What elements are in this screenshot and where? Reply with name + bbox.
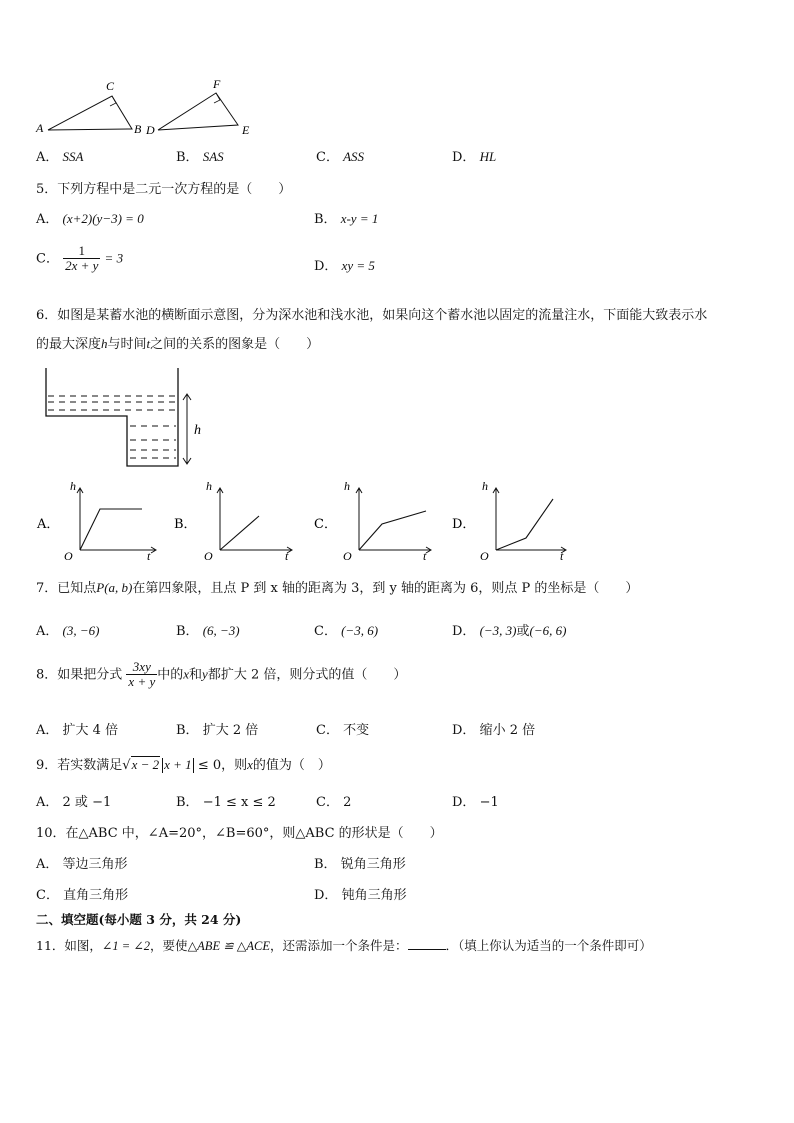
congruence-statement: △ABE ≌ △ACE xyxy=(187,939,271,953)
option-letter: B． xyxy=(176,150,199,165)
depth-label-h: h xyxy=(194,423,201,438)
q10-option-c[interactable] xyxy=(36,884,128,903)
text-part: 之间的关系的图象是（ ） xyxy=(150,337,320,352)
option-letter: D． xyxy=(452,150,476,165)
option-letter: D． xyxy=(314,259,338,274)
option-text: SSA xyxy=(62,149,84,164)
rhs: = 3 xyxy=(104,250,124,266)
option-letter: C． xyxy=(314,517,337,532)
graph-d[interactable] xyxy=(452,479,566,562)
text-part: 都扩大 2 倍，则分式的值（ ） xyxy=(207,667,407,683)
text-part: ，要使 xyxy=(150,938,188,953)
text-part: ．（填上你认为适当的一个条件即可） xyxy=(445,938,652,953)
axis-label-t: t xyxy=(423,549,427,562)
text-part: 与时间 xyxy=(107,337,147,352)
graph-c[interactable] xyxy=(314,479,431,562)
option-letter: A． xyxy=(37,517,60,532)
option-letter: D． xyxy=(452,624,476,639)
q9-option-a[interactable] xyxy=(36,791,111,810)
abs-expression xyxy=(162,758,194,773)
text-part: 7．已知点 xyxy=(36,581,97,596)
option-text: 钝角三角形 xyxy=(341,888,407,903)
option-text: (3, −6) xyxy=(62,623,100,638)
axis-label-t: t xyxy=(147,549,151,562)
fraction xyxy=(126,660,157,690)
option-letter: A． xyxy=(36,857,59,872)
option-text: (−3, 6) xyxy=(341,623,379,638)
q5-option-b[interactable] xyxy=(314,208,378,227)
axis-label-h: h xyxy=(344,479,350,493)
option-text: 扩大 2 倍 xyxy=(202,723,259,738)
numerator: 1 xyxy=(63,244,100,259)
abs-inner: x + 1 xyxy=(164,757,192,772)
option-letter: D． xyxy=(452,517,476,532)
option-letter: B． xyxy=(176,795,199,810)
var-x: x xyxy=(183,666,190,682)
option-text: 锐角三角形 xyxy=(340,857,406,872)
connector: 或 xyxy=(516,624,530,639)
q9-option-d[interactable] xyxy=(452,791,499,810)
angle-equation: ∠1 = ∠2 xyxy=(101,939,151,953)
q10-option-a[interactable] xyxy=(36,853,128,872)
option-text: x-y = 1 xyxy=(340,211,379,226)
vertex-label-c: C xyxy=(106,79,115,93)
q5-option-c[interactable] xyxy=(36,244,123,274)
q5-option-a[interactable] xyxy=(36,208,144,227)
text-part: 在第四象限，且点 P 到 x 轴的距离为 3，到 y 轴的距离为 6，则点 P 的坐标是（ ） xyxy=(132,581,639,596)
q7-option-c[interactable] xyxy=(314,620,378,639)
option-text: (x+2)(y−3) = 0 xyxy=(62,211,144,226)
text-part: 11．如图， xyxy=(36,938,102,953)
q4-option-c[interactable] xyxy=(316,146,364,165)
q5-stem: 5．下列方程中是二元一次方程的是（ ） xyxy=(36,182,292,197)
q7-option-a[interactable] xyxy=(36,620,99,639)
text-part: 9．若实数满足 xyxy=(36,758,123,773)
q8-option-c[interactable] xyxy=(316,719,369,738)
option-text: −1 xyxy=(479,795,499,810)
option-text: 不变 xyxy=(343,723,370,738)
relation: ≤ 0 xyxy=(197,758,222,773)
q11-stem xyxy=(36,936,652,954)
reservoir-cross-section xyxy=(40,364,220,472)
q5-option-d[interactable] xyxy=(314,255,375,274)
graph-a[interactable] xyxy=(36,479,156,562)
option-text: −1 ≤ x ≤ 2 xyxy=(202,795,276,810)
option-letter: A． xyxy=(36,212,59,227)
var-h: h xyxy=(101,336,108,351)
text-part: 的最大深度 xyxy=(36,337,102,352)
option-letter: C． xyxy=(316,795,339,810)
q4-option-a[interactable] xyxy=(36,146,83,165)
denominator: 2x + y xyxy=(65,258,99,274)
vertex-label-b: B xyxy=(134,122,142,136)
var-x: x xyxy=(247,757,253,772)
origin-label: O xyxy=(64,549,73,562)
water-level-dashes xyxy=(48,396,176,458)
q6-stem-line1: 6．如图是某蓄水池的横断面示意图，分为深水池和浅水池，如果向这个蓄水池以固定的流量注水，下面能大致表示水 xyxy=(36,308,708,323)
option-letter: C． xyxy=(36,888,59,903)
answer-blank[interactable] xyxy=(408,938,446,950)
vertex-label-d: D xyxy=(146,123,155,137)
option-text: xy = 5 xyxy=(341,258,375,273)
q8-option-a[interactable] xyxy=(36,719,118,738)
axis-label-h: h xyxy=(70,479,76,493)
vertex-label-f: F xyxy=(213,77,221,91)
option-letter: B． xyxy=(174,517,197,532)
point-p: P(a, b) xyxy=(96,580,133,595)
q9-option-b[interactable] xyxy=(176,791,276,810)
option-text: ASS xyxy=(343,149,365,164)
option-letter: B． xyxy=(176,723,199,738)
text-part: 的值为（ ） xyxy=(252,758,331,773)
triangle-abc xyxy=(35,79,142,136)
option-text: 等边三角形 xyxy=(62,857,128,872)
section-heading-fill-in: 二、填空题(每小题 3 分，共 24 分) xyxy=(36,912,242,927)
text-part: ，还需添加一个条件是： xyxy=(270,938,408,953)
radicand: x − 2 xyxy=(131,757,160,772)
option-text-2: (−6, 6) xyxy=(529,623,567,638)
var-y: y xyxy=(202,666,208,682)
option-letter: B． xyxy=(314,857,337,872)
q7-stem xyxy=(36,577,638,596)
option-letter: C． xyxy=(316,150,339,165)
option-text: (−3, 3) xyxy=(479,623,517,638)
q4-option-b[interactable] xyxy=(176,146,224,165)
option-text: SAS xyxy=(202,149,224,164)
denominator: x + y xyxy=(128,674,156,690)
option-letter: C． xyxy=(316,723,339,738)
option-text: (6, −3) xyxy=(202,623,240,638)
text-part: 和 xyxy=(189,667,203,683)
text-part: ，则 xyxy=(221,758,248,773)
axis-label-h: h xyxy=(482,479,488,493)
q9-option-c[interactable] xyxy=(316,791,351,810)
origin-label: O xyxy=(480,549,489,562)
option-letter: D． xyxy=(452,723,476,738)
q10-stem: 10．在△ABC 中，∠A=20°，∠B=60°，则△ABC 的形状是（ ） xyxy=(36,826,443,841)
q8-option-b[interactable] xyxy=(176,719,258,738)
text-part: 中的 xyxy=(157,667,184,683)
option-letter: D． xyxy=(452,795,476,810)
axis-label-t: t xyxy=(560,549,564,562)
option-letter: C． xyxy=(314,624,337,639)
q9-stem xyxy=(36,754,331,773)
option-letter: B． xyxy=(314,212,337,227)
option-letter: A． xyxy=(36,795,59,810)
vertex-label-a: A xyxy=(36,121,44,135)
option-letter: C． xyxy=(36,251,59,267)
sqrt-expression: √x − 2 xyxy=(122,757,160,773)
numerator: 3xy xyxy=(126,660,157,675)
option-text: 缩小 2 倍 xyxy=(479,723,536,738)
origin-label: O xyxy=(343,549,352,562)
axis-label-h: h xyxy=(206,479,212,493)
option-text: 直角三角形 xyxy=(63,888,129,903)
text-part: 8．如果把分式 xyxy=(36,667,123,683)
q8-option-d[interactable] xyxy=(452,719,535,738)
q6-stem-line2 xyxy=(36,333,319,352)
option-text: HL xyxy=(479,149,497,164)
q7-option-b[interactable] xyxy=(176,620,240,639)
option-text: 2 xyxy=(343,795,352,810)
triangle-def xyxy=(145,77,250,137)
option-letter: D． xyxy=(314,888,338,903)
q4-option-d[interactable] xyxy=(452,146,496,165)
q8-stem xyxy=(36,660,406,690)
option-letter: A． xyxy=(36,150,59,165)
q10-option-b[interactable] xyxy=(314,853,406,872)
congruence-triangles-figure xyxy=(30,74,260,140)
axis-label-t: t xyxy=(285,549,289,562)
fraction xyxy=(63,244,100,274)
q10-option-d[interactable] xyxy=(314,884,407,903)
q6-graph-options xyxy=(34,478,594,562)
vertex-label-e: E xyxy=(242,123,250,137)
option-text: 2 或 −1 xyxy=(62,795,112,810)
q7-option-d[interactable] xyxy=(452,620,566,639)
option-letter: A． xyxy=(36,624,59,639)
graph-b[interactable] xyxy=(174,479,292,562)
var-t: t xyxy=(146,336,151,351)
origin-label: O xyxy=(204,549,213,562)
option-letter: A． xyxy=(36,723,59,738)
option-text: 扩大 4 倍 xyxy=(62,723,119,738)
option-letter: B． xyxy=(176,624,199,639)
